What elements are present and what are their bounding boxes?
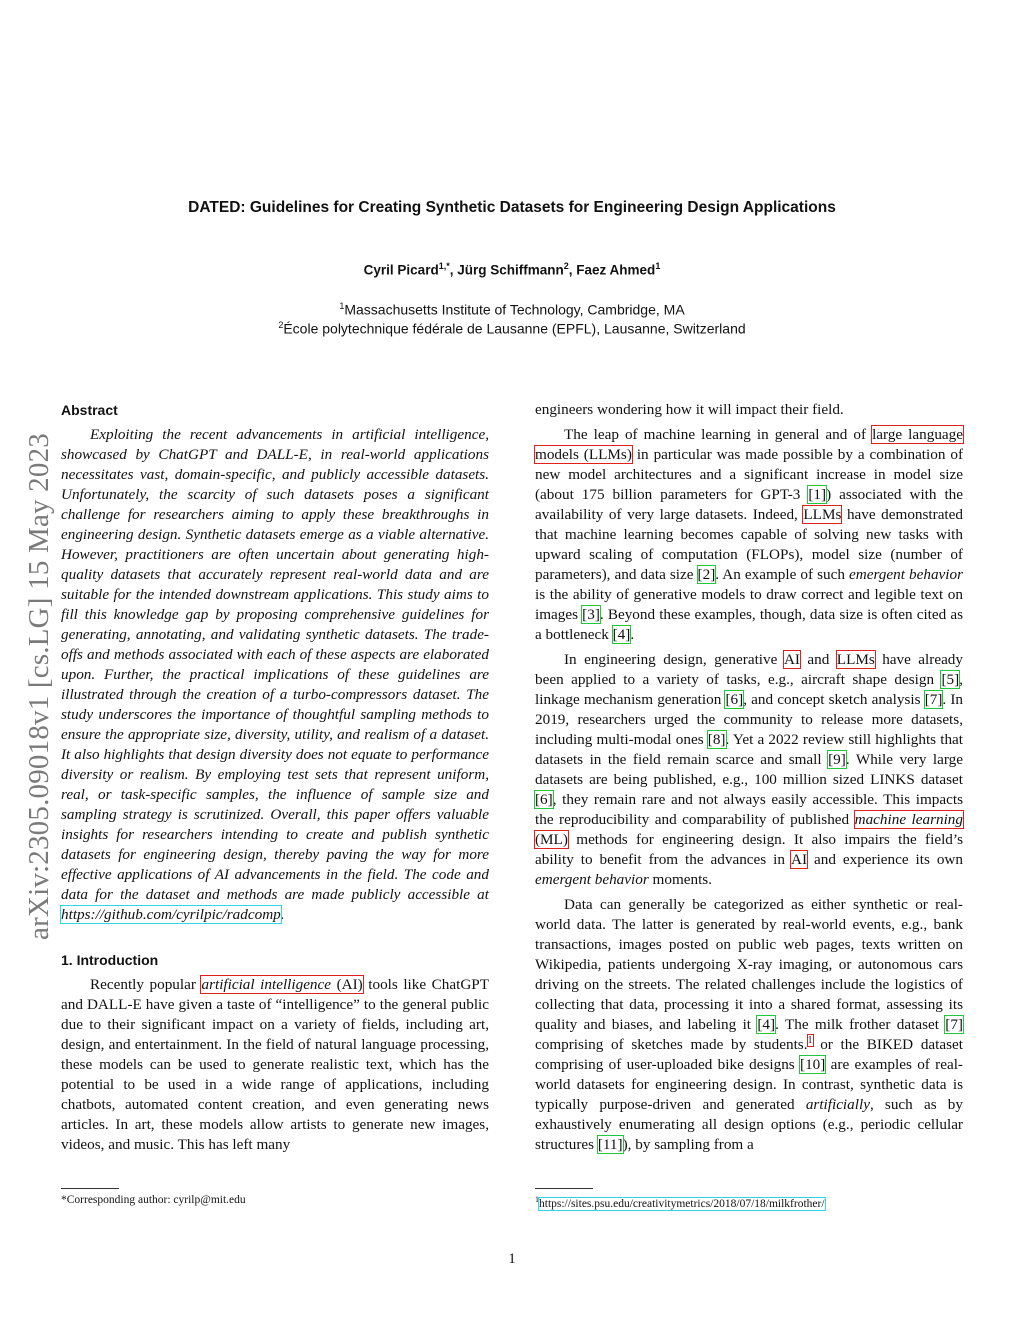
footnote-mark: 1 xyxy=(535,1195,539,1204)
arxiv-identifier: arXiv:2305.09018v1 [cs.LG] 15 May 2023 xyxy=(23,433,55,940)
text-run: moments. xyxy=(652,871,713,888)
citation-link[interactable]: [11] xyxy=(597,1136,623,1153)
text-run: , they remain rare and not always easily accessible. This impacts the reproducibility and comparability of published xyxy=(535,791,963,828)
text-run: . Beyond these examples, though, data size is often cited as a bottleneck xyxy=(535,606,964,643)
intro-heading: 1. Introduction xyxy=(61,952,159,968)
text-run: ) associated with the availability of very large datasets. Indeed, xyxy=(535,486,964,523)
text-run: The leap of machine learning in general and of xyxy=(564,426,867,443)
term-abbr: (AI) xyxy=(336,976,363,993)
author-affil-mark: 1,* xyxy=(438,261,450,271)
text-run: . The milk frother dataset xyxy=(775,1016,939,1033)
paragraph xyxy=(535,895,963,1155)
acronym-link-ai[interactable] xyxy=(201,976,362,993)
footnote-rule xyxy=(535,1188,593,1189)
term-text: artificial intelligence xyxy=(201,976,332,993)
author-name: Cyril Picard xyxy=(363,262,439,278)
text-run: or the BIKED dataset comprising of user-uploaded bike designs xyxy=(535,1036,964,1073)
right-column xyxy=(535,400,963,1155)
affil-text: Massachusetts Institute of Technology, Cambridge, MA xyxy=(344,301,685,318)
footnote-rule xyxy=(61,1188,119,1189)
footnote-url-link[interactable]: https://sites.psu.edu/creativitymetrics/2018/07/18/milkfrother/ xyxy=(539,1197,825,1210)
abstract-end: . xyxy=(280,906,285,923)
page-number: 1 xyxy=(508,1251,516,1267)
text-run: and xyxy=(807,651,830,668)
citation-link[interactable]: [3] xyxy=(582,606,600,623)
text-run: . An example of such xyxy=(715,566,845,583)
affil-mark: 2 xyxy=(278,320,284,330)
acronym-link-ai[interactable]: AI xyxy=(791,851,808,868)
affil-mark: 1 xyxy=(339,301,345,311)
paragraph xyxy=(535,650,963,890)
text-run: is the ability of generative models to draw correct and legible text on images xyxy=(535,586,963,623)
text-run: , such as by exhaustively enumerating all design options (e.g., periodic cellular structures xyxy=(535,1096,963,1153)
citation-link[interactable]: [10] xyxy=(800,1056,826,1073)
text-run: , and concept sketch analysis xyxy=(743,691,921,708)
author-list: Cyril Picard$^{1,*}$, Jürg Schiffmann$^2$, Faez Ahmed$^1$ xyxy=(363,261,661,278)
term-abbr: (ML) xyxy=(535,831,568,848)
author-name: Jürg Schiffmann xyxy=(457,262,564,278)
text-run: . xyxy=(630,626,635,643)
citation-link[interactable]: [2] xyxy=(697,566,716,583)
affiliation xyxy=(0,320,1024,337)
emphasis: artificially xyxy=(805,1096,870,1113)
author-affil-mark: 1 xyxy=(655,261,661,271)
affil-text: École polytechnique fédérale de Lausanne (EPFL), Lausanne, Switzerland xyxy=(283,320,746,337)
citation-link[interactable]: [7] xyxy=(945,1016,963,1033)
text-run: Data can generally be categorized as either synthetic or real-world data. The latter is generated by real-world events, e.g., bank transactions, images posted on public web pages, texts written on Wikipedia, patients undergoing X-ray imaging, or autonomous cars driving on the streets. The related challenges include the logistics of collecting that data, processing it into a shared format, assessing its quality and biases, and labeling it xyxy=(535,896,963,1033)
paper-title: DATED: Guidelines for Creating Synthetic Datasets for Engineering Design Applications xyxy=(188,199,836,216)
acronym-link-ai[interactable]: AI xyxy=(783,651,800,668)
citation-link[interactable]: [5] xyxy=(941,671,960,688)
citation-link[interactable]: [8] xyxy=(707,731,726,748)
text-run: have already been applied to a variety of tasks, e.g., aircraft shape design xyxy=(535,651,963,688)
paragraph: engineers wondering how it will impact their field. xyxy=(535,401,844,418)
text-run: . In 2019, researchers urged the community to release more datasets, including multi-modal ones xyxy=(535,691,964,748)
affiliation xyxy=(0,301,1024,318)
text-run: . While very large datasets are being published, e.g., 100 million sized LINKS dataset xyxy=(535,751,964,788)
acronym-link-llms[interactable]: LLMs xyxy=(803,506,842,523)
footnote-milkfrother xyxy=(535,1193,825,1211)
text-run: ), by sampling from a xyxy=(622,1136,754,1153)
author-name: Faez Ahmed xyxy=(576,262,656,278)
text-run: have demonstrated that machine learning becomes capable of solving new tasks with upward scaling of computation (FLOPs), model size (number of parameters), and data size xyxy=(535,506,963,583)
text-run: , linkage mechanism generation xyxy=(535,671,963,708)
abstract-body xyxy=(61,425,489,925)
text-run: and experience its own xyxy=(814,851,963,868)
text-run: . Yet a 2022 review still highlights that datasets in the field remain scarce and small xyxy=(535,731,964,768)
paragraph xyxy=(535,425,963,645)
citation-link[interactable]: [6] xyxy=(725,691,744,708)
citation-link[interactable]: [4] xyxy=(757,1016,776,1033)
citation-link[interactable]: [1] xyxy=(808,486,827,503)
text-run: are examples of real-world datasets for engineering design. In contrast, synthetic data is typically purpose-driven and generated xyxy=(535,1056,963,1113)
text-run: methods for engineering design. It also impairs the field’s ability to benefit from the advances in xyxy=(535,831,964,868)
footnote-corresponding: *Corresponding author: cyrilp@mit.edu xyxy=(61,1194,246,1206)
term-text: machine learning xyxy=(854,811,963,828)
author-affil-mark: 2 xyxy=(563,261,569,271)
emphasis: emergent behavior xyxy=(849,566,964,583)
acronym-link-llm[interactable]: large language models (LLMs) xyxy=(535,426,963,463)
citation-link[interactable]: [7] xyxy=(924,691,943,708)
text-run: tools like ChatGPT and DALL-E have given a taste of “intelligence” to the general public due to their significant impact on a variety of fields, including art, design, and entertainment. In the field of natural language processing, these models can be used to generate realistic text, which has the potential to be used in a wide range of applications, including chatbots, automated content creation, and even generating news articles. In art, these models allow artists to generate new images, videos, and music. This has left many xyxy=(61,976,490,1153)
citation-link[interactable]: [9] xyxy=(828,751,846,768)
text-run: Recently popular xyxy=(90,976,196,993)
intro-paragraph xyxy=(61,975,489,1155)
text-run: In engineering design, generative xyxy=(564,651,778,668)
text-run: in particular was made possible by a combination of new model architectures and a significant increase in model size (about 175 billion parameters for GPT-3 xyxy=(535,446,964,503)
code-repo-link[interactable]: https://github.com/cyrilpic/radcomp xyxy=(61,906,281,923)
left-column xyxy=(61,400,489,1155)
citation-link[interactable]: [4] xyxy=(612,626,631,643)
abstract-heading: Abstract xyxy=(61,402,118,418)
emphasis: emergent behavior xyxy=(535,871,649,888)
text-run: comprising of sketches made by students. xyxy=(535,1036,808,1053)
footnote-link[interactable]: 1 xyxy=(807,1034,813,1046)
acronym-link-llms[interactable]: LLMs xyxy=(836,651,875,668)
abstract-text: Exploiting the recent advancements in artificial intelligence, showcased by ChatGPT and DALL-E, in real-world applications necessitates vast, domain-specific, and publicly accessible datasets. Unfortunately, the scarcity of such datasets poses a significant challenge for researchers aiming to apply these breakthroughs in engineering design. Synthetic datasets emerge as a viable alternative. However, practitioners are often uncertain about generating high-quality datasets that accurately represent real-world data and are suitable for the intended downstream applications. This study aims to fill this knowledge gap by proposing comprehensive guidelines for generating, annotating, and validating synthetic datasets. The trade-offs and methods associated with each of these aspects are elaborated upon. Further, the practical implications of these guidelines are illustrated through the creation of a turbo-compressors dataset. The study underscores the importance of thoughtful sampling methods to ensure the appropriate size, diversity, utility, and realism of a dataset. It also highlights that design diversity does not equate to performance diversity or realism. By employing test sets that represent uniform, real, or task-specific samples, the influence of sample size and sampling strategy is scrutinized. Overall, this paper offers valuable insights for researchers intending to create and publish synthetic datasets for engineering design, thereby paving the way for more effective applications of AI advancements in the field. The code and data for the dataset and methods are made publicly accessible at xyxy=(61,426,489,903)
citation-link[interactable]: [6] xyxy=(535,791,553,808)
